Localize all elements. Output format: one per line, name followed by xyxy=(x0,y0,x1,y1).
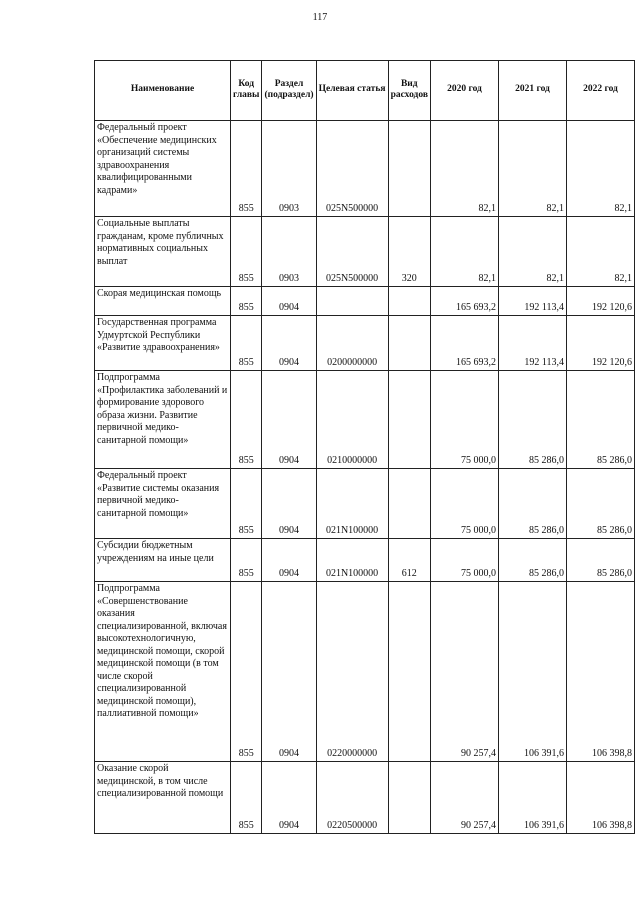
row-name: Скорая медицинская помощь xyxy=(95,287,231,316)
row-2021: 192 113,4 xyxy=(499,316,567,371)
table-row xyxy=(95,582,635,762)
row-name: Подпрограмма «Совершенствование оказания специализированной, включая высокотехнологичную, медицинской помощи, скорой медицинской помощи (в том числе скорой специализированной медицинской помощи), паллиативной помощи» xyxy=(95,582,231,762)
row-expense xyxy=(388,287,430,316)
row-expense xyxy=(388,762,430,834)
table-row xyxy=(95,762,635,834)
table-row xyxy=(95,121,635,217)
row-chapter: 855 xyxy=(231,582,262,762)
row-section: 0904 xyxy=(262,469,316,539)
page-number: 117 xyxy=(312,12,328,23)
row-name: Государственная программа Удмуртской Республики «Развитие здравоохранения» xyxy=(95,316,231,371)
row-2020: 90 257,4 xyxy=(431,762,499,834)
row-expense xyxy=(388,371,430,469)
row-2020: 165 693,2 xyxy=(431,316,499,371)
row-expense xyxy=(388,469,430,539)
row-name: Федеральный проект «Развитие системы оказания первичной медико-санитарной помощи» xyxy=(95,469,231,539)
row-chapter: 855 xyxy=(231,121,262,217)
table-row xyxy=(95,371,635,469)
row-2022: 106 398,8 xyxy=(567,582,635,762)
row-name: Подпрограмма «Профилактика заболеваний и формирование здорового образа жизни. Развитие первичной медико-санитарной помощи» xyxy=(95,371,231,469)
header-target-item: Целевая статья xyxy=(316,61,388,121)
row-target: 021N100000 xyxy=(316,539,388,582)
row-target: 0210000000 xyxy=(316,371,388,469)
header-expense-type: Вид расходов xyxy=(388,61,430,121)
row-target: 025N500000 xyxy=(316,121,388,217)
table-row xyxy=(95,217,635,287)
row-target: 0220000000 xyxy=(316,582,388,762)
row-section: 0904 xyxy=(262,316,316,371)
row-target: 0220500000 xyxy=(316,762,388,834)
row-2020: 82,1 xyxy=(431,217,499,287)
row-section: 0904 xyxy=(262,762,316,834)
row-2020: 75 000,0 xyxy=(431,469,499,539)
row-chapter: 855 xyxy=(231,217,262,287)
row-2020: 75 000,0 xyxy=(431,371,499,469)
row-2020: 82,1 xyxy=(431,121,499,217)
row-expense: 612 xyxy=(388,539,430,582)
row-2022: 192 120,6 xyxy=(567,287,635,316)
row-2020: 75 000,0 xyxy=(431,539,499,582)
row-section: 0904 xyxy=(262,539,316,582)
row-section: 0904 xyxy=(262,287,316,316)
table-row xyxy=(95,469,635,539)
row-2021: 82,1 xyxy=(499,217,567,287)
row-target: 021N100000 xyxy=(316,469,388,539)
row-2021: 106 391,6 xyxy=(499,762,567,834)
row-2022: 82,1 xyxy=(567,217,635,287)
row-chapter: 855 xyxy=(231,371,262,469)
row-section: 0903 xyxy=(262,121,316,217)
table-header-row xyxy=(95,61,635,121)
row-section: 0904 xyxy=(262,371,316,469)
header-section: Раздел (подраздел) xyxy=(262,61,316,121)
row-2021: 85 286,0 xyxy=(499,469,567,539)
row-2021: 192 113,4 xyxy=(499,287,567,316)
row-chapter: 855 xyxy=(231,762,262,834)
header-chapter-code: Код главы xyxy=(231,61,262,121)
row-target: 025N500000 xyxy=(316,217,388,287)
row-2020: 90 257,4 xyxy=(431,582,499,762)
row-2022: 85 286,0 xyxy=(567,469,635,539)
row-chapter: 855 xyxy=(231,539,262,582)
row-name: Субсидии бюджетным учреждениям на иные цели xyxy=(95,539,231,582)
row-2021: 82,1 xyxy=(499,121,567,217)
header-name: Наименование xyxy=(95,61,231,121)
header-2022: 2022 год xyxy=(567,61,635,121)
row-2022: 85 286,0 xyxy=(567,371,635,469)
row-name: Оказание скорой медицинской, в том числе специализированной помощи xyxy=(95,762,231,834)
row-expense xyxy=(388,582,430,762)
row-2022: 82,1 xyxy=(567,121,635,217)
row-expense xyxy=(388,316,430,371)
row-2022: 85 286,0 xyxy=(567,539,635,582)
row-target xyxy=(316,287,388,316)
header-2020: 2020 год xyxy=(431,61,499,121)
header-2021: 2021 год xyxy=(499,61,567,121)
row-name: Федеральный проект «Обеспечение медицинских организаций системы здравоохранения квалифицированными кадрами» xyxy=(95,121,231,217)
budget-table xyxy=(94,60,635,834)
table-row xyxy=(95,287,635,316)
row-expense: 320 xyxy=(388,217,430,287)
row-2021: 106 391,6 xyxy=(499,582,567,762)
row-section: 0903 xyxy=(262,217,316,287)
row-target: 0200000000 xyxy=(316,316,388,371)
row-2021: 85 286,0 xyxy=(499,371,567,469)
row-2021: 85 286,0 xyxy=(499,539,567,582)
table-row xyxy=(95,316,635,371)
row-chapter: 855 xyxy=(231,469,262,539)
row-chapter: 855 xyxy=(231,287,262,316)
row-expense xyxy=(388,121,430,217)
row-2022: 192 120,6 xyxy=(567,316,635,371)
row-chapter: 855 xyxy=(231,316,262,371)
table-row xyxy=(95,539,635,582)
row-section: 0904 xyxy=(262,582,316,762)
row-2022: 106 398,8 xyxy=(567,762,635,834)
row-2020: 165 693,2 xyxy=(431,287,499,316)
row-name: Социальные выплаты гражданам, кроме публичных нормативных социальных выплат xyxy=(95,217,231,287)
